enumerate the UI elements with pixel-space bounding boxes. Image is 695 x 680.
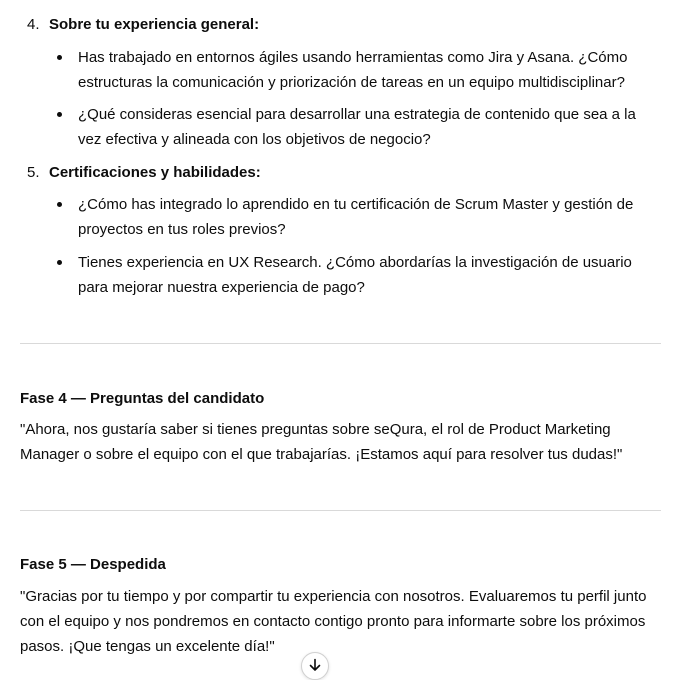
bullet-text: ¿Qué consideras esencial para desarrollar una estrategia de contenido que sea a la vez efectiva y alineada con los objetivos de negocio?	[78, 106, 636, 148]
phase-5-text: "Gracias por tu tiempo y por compartir tu experiencia con nosotros. Evaluaremos tu perfil junto con el equipo y nos pondremos en contacto contigo pronto para informarte sobre los próximos pasos. ¡Que tengas un excelente día!"	[20, 588, 647, 655]
bullet-text: Tienes experiencia en UX Research. ¿Cómo abordarías la investigación de usuario para mejorar nuestra experiencia de pago?	[78, 254, 632, 296]
bullet-text: Has trabajado en entornos ágiles usando herramientas como Jira y Asana. ¿Cómo estructuras la comunicación y priorización de tareas en un equipo multidisciplinar?	[78, 49, 628, 91]
bullet-item	[49, 250, 662, 300]
phase-5-heading: Fase 5 — Despedida	[20, 556, 166, 573]
bullet-dot	[57, 112, 62, 117]
bullet-dot	[57, 202, 62, 207]
phase-4-text: "Ahora, nos gustaría saber si tienes preguntas sobre seQura, el rol de Product Marketing Manager o sobre el equipo con el que trabajarías. ¡Estamos aquí para resolver tus dudas!"	[20, 421, 623, 463]
section-divider	[20, 343, 661, 344]
bullet-dot	[57, 55, 62, 60]
list-item-4	[20, 12, 662, 152]
arrow-down-icon	[308, 658, 322, 672]
bullet-item	[49, 102, 662, 152]
bullet-item	[49, 192, 662, 242]
bullet-item	[49, 45, 662, 95]
bullet-list	[49, 192, 662, 300]
bullet-text: ¿Cómo has integrado lo aprendido en tu certificación de Scrum Master y gestión de proyectos en tus roles previos?	[78, 196, 634, 238]
list-item-title: Certificaciones y habilidades:	[49, 164, 261, 181]
list-number: 5.	[27, 164, 40, 181]
phase-4-heading: Fase 4 — Preguntas del candidato	[20, 390, 265, 407]
bullet-dot	[57, 260, 62, 265]
list-item-title: Sobre tu experiencia general:	[49, 16, 260, 33]
chat-message-content	[20, 12, 662, 300]
section-divider	[20, 510, 661, 511]
list-item-5	[20, 160, 662, 300]
bullet-list	[49, 45, 662, 152]
scroll-to-bottom-button[interactable]	[301, 652, 329, 680]
list-number: 4.	[27, 16, 40, 33]
